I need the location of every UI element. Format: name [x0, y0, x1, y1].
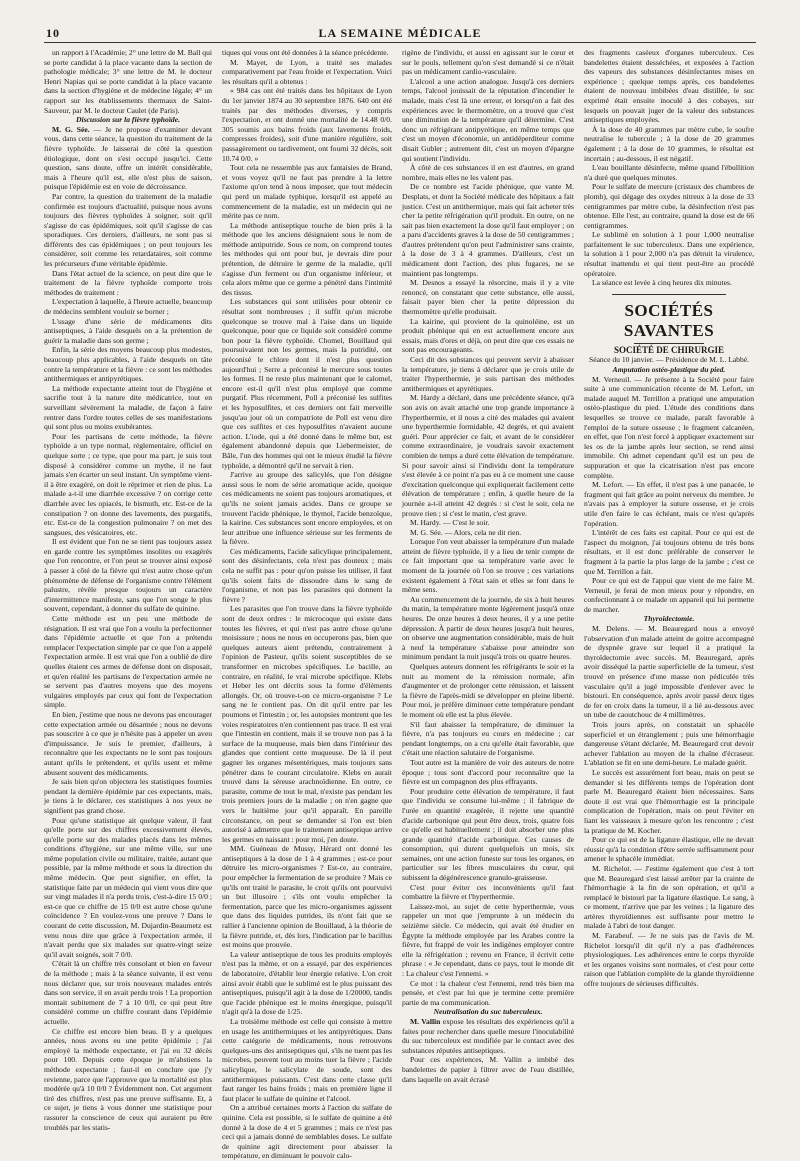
paragraph: Ces médicaments, l'acide salicylique principalement, sont des désinfectants, cela n'est pas douteux ; mais cela ne suffit pas : pour qu'on puisse les utiliser, il faut qu'ils soient faits de dissoudre dans le sang de l'organisme, et non pas les parasites qui donnent la fièvre ?	[222, 546, 392, 604]
paragraph: L'intérêt de ces faits est capital. Pour ce qui est de l'aspect du moignon, j'ai toujours obtenu de très bons résultats, et il est donc préférable de conserver le fragment à la partie la plus large de la jambe ; c'est ce que M. Terrillon a fait.	[584, 528, 754, 576]
column-2	[222, 48, 392, 1161]
paragraph: Trois jours après, on constatait un sphacèle superficiel et un étranglement ; puis une hémorrhagie dangereuse s'étant déclarée, M. Beauregard crut devoir achever l'ablation au moyen de la chaîne d'écraseur. L'ablation se fit en une demi-heure. Le malade guérit.	[584, 720, 754, 768]
paragraph: La méthode expectante atteint tout de l'hygiène et sacrifie tout à la nature dite médicatrice, tout en surveillant sévèrement la maladie, de façon à faire rentrer dans l'ordre toutes celles de ses manifestations qui sont plus ou moins exubérantes.	[44, 383, 212, 432]
paragraph: Il est évident que l'on ne se tient pas toujours assez en garde contre les symptômes insolites ou exagérés que l'on rencontre, et l'on peut se trouver ainsi exposé à passer à côté de la fièvre qui n'est autre chose qu'un phénomène de défense de l'organisme contre l'élément palustre, révèle presque toujours un caractère d'intermittence manifeste, sans que l'on songe le plus souvent, cependant, à donner du sulfate de quinine.	[44, 537, 212, 614]
paragraph: rigène de l'individu, et aussi en agissant sur le cœur et sur le pouls, tellement qu'on s'est demandé si ce n'était pas un médicament cardio-vasculaire.	[402, 48, 574, 77]
paragraph: des fragments caséeux d'organes tuberculeux. Ces bandelettes étaient desséchées, et exposées à l'action des vapeurs des substances désinfectantes mises en expérience ; quelque temps après, ces bandelettes étaient de nouveau imbibées d'eau distillée, le suc exprimé était ensuite inoculé à des cobayes, sur lesquels on pouvait juger de la valeur des substances antiseptiques employées.	[584, 48, 754, 125]
paragraph: La valeur antiseptique de tous les produits employés n'est pas la même, et on a essayé, par des expériences de laboratoire, d'établir leur énergie relative. L'on croit ainsi avoir établi que le sublimé est le plus puissant des antiseptiques, puisqu'il agit à la dose de 1/20000, tandis que l'acide phénique est le moins énergique, puisqu'il n'agit qu'à la dose de 1/25.	[222, 949, 392, 1017]
paragraph: M. Hardy a déclaré, dans une précédente séance, qu'à son avis on avait attaché une trop grande importance à l'hyperthermie, et il nous a cité des malades qui avaient une hyperthermie formidable, 42 degrés, et qui avaient guéri. Pour apprécier ce fait, et avant de le considérer comme extraordinaire, je voudrais savoir exactement combien de temps a duré cette élévation de température. Si pour savoir ainsi si l'individu dont la température s'est élevée à ce point n'a pas eu à ce moment une cause d'excitation quelconque qui expliquerait facilement cette élévation de température ; enfin, à quelle heure de la journée a-t-il atteint 42 degrés : si c'est le soir, cela ne prouve rien ; si c'est le matin, c'est grave.	[402, 393, 574, 518]
paragraph: La troisième méthode est celle qui consiste à mettre en usage les antithermiques et les antipyrétiques. Dans cette catégorie de médicaments, nous retrouvons quelques-uns des antiseptiques qui, s'ils ne tuent pas les microbes, peuvent tout au moins tuer la fièvre ; l'acide salicylique, le salicylate de soude, sont des antithermiques puissants. C'est dans cette classe qu'il faut ranger les bains froids ; mais en première ligne il faut placer le sulfate de quinine et l'alcool.	[222, 1016, 392, 1103]
paragraph: M. G. Sée. — Alors, cela ne dit rien.	[410, 527, 522, 537]
section-title: Discussion sur la fièvre typhoïde.	[76, 115, 180, 125]
paragraph: On a attribué certaines morts à l'action du sulfate de quinine. Cela est possible, si le sulfate de quinine a été donné à la dose de 4 et 5 grammes ; mais ce n'est pas ceci qui a jamais donné de semblables doses. Le sulfate de quinine agit directement pour abaisser la température, en diminuant le pouvoir calo-	[222, 1103, 392, 1161]
paragraph: À la dose de 40 grammes par mètre cube, le soufre neutralise le tubercule ; à la dose de 20 grammes également ; à la dose de 10 grammes, le résultat est incertain ; au-dessous, il est négatif.	[584, 124, 754, 163]
paragraph: MM. Guéneau de Mussy, Hérard ont donné les antiseptiques à la dose de 1 à 4 grammes ; est-ce pour détruire les micro-organismes ? Est-ce, au contraire, pour empêcher la fermentation de se produire ? Mais ce qu'ils ont traité le parasite, le croit qu'ils ont pourvuivi un but illusoire ; s'ils ont voulu empêcher la fermentation, parce que les micro-organismes agissent que dans des liquides putrides, ils n'ont fait que se rallier à l'ancienne opinion de Bouillaud, à la théorie de la fièvre putride, et, dès lors, l'indication par le bacillus est moins que prouvée.	[222, 844, 392, 950]
paragraph: Laissez-moi, au sujet de cette hyperthermie, vous rappeler un mot que j'emprunte à un médecin du seizième siècle. Ce médecin, qui avait été étudier en Égypte la méthode employée par les Arabes contre la fièvre, fut frappé de voir les indigènes employer contre elle la réfrigération ; revenu en France, il écrivit cette phrase : « Je cependant, dans ce pays, tout le monde dit : La chaleur c'est l'ennemi. »	[402, 901, 574, 978]
section-title: Neutralisation du suc tuberculeux.	[433, 1007, 543, 1017]
paragraph: Ceci dit des substances qui peuvent servir à abaisser la température, je tiens à déclarer que je crois utile de traiter l'hyperthermie, je suis partisan des méthodes antithermiques et apyrétiques.	[402, 355, 574, 393]
paragraph: Pour les partisans de cette méthode, la fièvre typhoïde a un type normal, réglementaire, officiel en quelque sorte ; ce type, que pour ma part, je suis tout disposé à considérer comme un mythe, il ne faut jamais s'en écarter un seul instant. Un symptôme vient-il à être exagéré, on doit le réprimer et rien de plus. La malade a-t-il une diarrhée excessive ? on corrige cette diarrhée avec les opiacés, le bismuth, etc. Est-ce de la constipation ? on donne des lavements, des purgatifs, etc. Est-ce de la congestion pulmonaire ? on met des sangsues, des vésicatoires, etc.	[44, 431, 212, 537]
paragraph: L'expectation à laquelle, à l'heure actuelle, beaucoup de médecins semblent vouloir se borner ;	[44, 297, 213, 317]
paragraph: S'il faut abaisser la température, de diminuer la fièvre, n'a pas toujours eu cours en médecine ; car pendant longtemps, on a cru qu'elle était favorable, que c'était une réaction salutaire de l'organisme.	[402, 719, 574, 758]
paragraph: J'arrive au groupe des salicylés, que l'on désigne aussi sous le nom de série aromatique acide, quoique ces médicaments ne soient pas toujours aromatiques, et qu'ils ne soient jamais acides. Dans ce groupe se trouvent l'acide phénique, le thymol, l'acide benzoïque, la kairine. Ces substances sont encore employées, et on leur attribue une influence sérieuse sur les ferments de la fièvre.	[222, 470, 392, 547]
paragraph: Pour ce qui est de l'appui que vient de me faire M. Verneuil, je ferai de mon mieux pour y répondre, en confectionnant à ce malade un appareil qui lui permette de marcher.	[584, 576, 754, 614]
paragraph: M. Desnos a essayé la résorcine, mais il y a vite renoncé, on constatant que cette substance, elle aussi, faisait payer bien cher la petite dépression du thermomètre qu'elle produisait.	[402, 278, 574, 317]
paragraph: Les parasites que l'on trouve dans la fièvre typhoïde sont de deux ordres : le microcoque qui existe dans toutes les fièvres, et qui n'est pas autre chose qu'une moisissure ; nous ne nous en occuperons pas, bien que quelques auteurs aient prétendu, contrairement à l'opinion de Pasteur, qu'ils soient susceptibles de se transformer en microbes spécifiques. Le bacille, au contraire, en réalité, le vrai microbe spécifique. Klebs et Heber les ont décrits sous la forme d'éléments allongés. Or, où trouve-t-on ce micro-organisme ? Le sang ne le contient pas. On dit qu'il entre par les poumons et l'intestin ; or, les autopsies montrent que les voies respiratoires n'en contiennent pas trace. Il est vrai que l'intestin en contient, mais il se trouve non pas à la surface de la muqueuse, mais bien dans l'intérieur des glandes que contient cette muqueuse. De là il peut gagner les organes mésentériques, mais toujours sans pénétrer dans le courant circulatoire. Klebs en aurait trouvé dans la séreuse arachnoïdienne. En outre, ce parasite, comme de tout le mal, n'existe pas pendant les trois premiers jours de la maladie ; on n'en gagne que vers le huitième jour qu'il apparaît. En pareille circonstance, on peut se demander si l'on est bien autorisé à admettre que le traitement antiseptique arrive les germes en naissant : pour moi, j'en doute.	[222, 604, 392, 844]
societes-savantes-title: SOCIÉTÉS SAVANTES	[623, 300, 715, 340]
paragraph: M. Verneuil. — Je présente à la Société pour faire suite à une communication récente de M. Lefort, un malade auquel M. Terrillon a pratiqué une amputation ostéo-plastique du pied. L'étude des conditions dans lesquelles se trouve ce malade, paraît favorable à l'emploi de la suture osseuse ; le fragment calcanéen, en effet, que l'on n'est forcé à appliquer exactement sur les os de la jambe après leur section, se rend ainsi immobile. On admet cependant qu'il est un peu de suppuration et que la cicatrisation n'est pas encore complète.	[584, 374, 754, 480]
column-1	[44, 48, 213, 1132]
paragraph: Pour produire cette élévation de température, il faut que l'individu se consume lui-même ; il fabrique de l'urée en quantité exagérée, il rejette une quantité d'acide carbonique qui peut être deux, trois, quatre fois ce qu'elle est habituellement ; il doit absorber une plus grande quantité d'acide carbonique. Ces causes de consomption, qui durent quelquefois un mois, six semaines, ont une action funeste sur tous les organes, en particulier sur les fibres musculaires du cœur, qui subissent la dégénérescence granulo-graisseuse.	[402, 786, 574, 883]
paragraph: Quelques auteurs donnent les réfrigérants le soir et la nuit au moment de la rémission normale, afin d'augmenter et de prolonger cette rémission, et laissent la fièvre de l'après-midi se développer en pleine liberté. Pour moi, je préfère diminuer cette température pendant le moment où elle est la plus élevée.	[402, 662, 574, 719]
paragraph: Le sublimé en solution à 1 pour 1,000 neutralise parfaitement le suc tuberculeux. Dans une expérience, la solution à 1 pour 2,000 n'a pas détruit la virulence, résultat inattendu et qui tient peut-être au procédé opératoire.	[584, 230, 754, 278]
paragraph: Cette méthode est un peu une méthode de résignation. Il est vrai que l'on a voulu la perfectionner dans l'épidémie actuelle et que l'on a prétendu remplacer l'expectation simple par ce que l'on a appelé l'expectation armée. Il est vrai que l'on a oublié de dire quelles étaient ces armes de défense dont on disposait, et qu'en réalité les partisans de l'expectation armée ne se servent pas d'autres moyens que des moyens vulgaires employés par ceux qui font de l'expectation simple.	[44, 614, 212, 710]
paragraph: Lorsque l'on veut abaisser la température d'un malade atteint de fièvre typhoïde, il y a lieu de tenir compte de ce fait important que sa température varie avec le moment de la journée où l'on se trouve ; ces variations existent également à l'état sain et elles se font dans le même sens.	[402, 537, 574, 595]
column-3	[402, 48, 574, 1088]
paragraph: M. Lefort. — En effet, il n'est pas à une panacée, le fragment qui fait grâce au point nerveux du membre. Je n'avais pas à employer la suture osseuse, et je crois utile d'en faire le cas échéant, mais ce n'est qu'après l'opération.	[584, 480, 754, 528]
paragraph: De ce nombre est l'acide phénique, que vante M. Desplats, et dont la Société médicale des hôpitaux a fait justice. C'est un antithermique, mais qui fait acheter très cher la petite réfrigération qu'il produit. En outre, on ne sait pas bien exactement la dose qu'il faut employer ; on a paru d'accidents graves à la dose de 50 centigrammes ; d'autres prétendent qu'on peut l'administrer sans crainte, à la dose de 3 à 4 grammes. D'ailleurs, c'est un médicament dont l'action, des plus fugaces, ne se maintient pas longtemps.	[402, 182, 574, 278]
paragraph: Pour qu'une statistique ait quelque valeur, il faut qu'elle porte sur des chiffres excessivement élevés, qu'elle porte sur des malades placés dans les mêmes conditions d'hygiène, sur une même ville, sur une même population civile ou militaire, traitée, autant que possible, par la même méthode et sous la direction du même médecin. Que peut signifier, en effet, la statistique faite par un médecin qui vient vous dire que sur vingt malades il n'a perdu trois, c'est-à-dire 15 0/0 ; est-ce que ce chiffre de 15 0/0 est autre chose qu'une coïncidence ? En voulez-vous une preuve ? Dans le courant de cette discussion, M. Dujardin-Beaumetz est venu nous dire que grâce à l'expectation armée, il n'avait perdu que six malades sur quatre-vingt seize qu'il avait soignés, soit 7 0/0.	[44, 815, 212, 959]
divider	[634, 343, 704, 344]
paragraph: M. G. Sée. — Je ne propose d'examiner devant vous, dans cette séance, la question du traitement de la fièvre typhoïde. Je laisserai de côté la question étiologique, dont on s'est occupé jusqu'ici. Cette question, sans doute, offre un intérêt considérable, mais à l'heure qu'il est, elle n'est plus de saison, puisque l'épidémie est en voie de décroissance.	[44, 124, 213, 192]
paragraph: La séance est levée à cinq heures dix minutes.	[592, 278, 732, 288]
paragraph: M. Vallin expose les résultats des expériences qu'il a faites pour rechercher dans quelle mesure l'inoculabilité du suc tuberculeux est modifiée par le contact avec des substances réputées antiseptiques.	[402, 1016, 574, 1055]
paragraph: M. Mayet, de Lyon, a traité ses malades comparativement par l'eau froide et l'expectation. Voici les résultats qu'il a obtenus :	[222, 57, 392, 86]
page-header	[44, 26, 756, 43]
paragraph: Tout autre est la manière de voir des auteurs de notre époque ; tous sont d'accord pour reconnaître que la fièvre est un compagnon des plus effrayants.	[402, 757, 574, 787]
column-4	[584, 48, 754, 1088]
paragraph: M. Farabeuf. — Je ne suis pas de l'avis de M. Richelot lorsqu'il dit qu'il n'y a pas d'adhérences physiologiques. Les adhérences entre le corps thyroïde et les organes voisins sont normales, et c'est pour cette raison que l'ablation complète de la glande thyroïdienne offre toujours de sérieuses difficultés.	[584, 931, 754, 989]
paragraph: Je sais bien qu'on objectera les statistiques fournies pendant la dernière épidémie par ces expectants, mais, je tiens à le déclarer, ces statistiques à nos yeux ne signifient pas grand chose.	[44, 777, 212, 815]
paragraph: C'était là un chiffre très consolant et bien en faveur de la méthode ; mais à la séance suivante, il est venu nous déclarer que, sur trois nouveaux malades entrés dans son service, il en avait perdu trois ! La proportion montait subitement de 7 à 10 0/0, ce qui peut être considéré comme un chiffre courant dans l'épidémie actuelle.	[44, 959, 212, 1026]
paragraph: Ce chiffre est encore bien beau. Il y a quelques années, nous avons eu une petite épidémie ; j'ai employé la méthode expectante, et j'ai eu 32 décès pour 100. Depuis cette époque je m'abstiens la méthode expectante ; faut-il en conclure que j'y revienne, parce que l'approuve que la mortalité est plus modérée qu'à 10 0/0 ? Évidemment non. Cet argument tiré des chiffres, n'est pas une preuve suffisante. Et, à ce sujet, je tiens à vous donner une statistique pour rassurer la conscience de ceux qui auraient pu être troublés par les statis-	[44, 1026, 212, 1132]
intro-paragraph: un rapport à l'Académie; 2° une lettre de M. Ball qui se porte candidat à la place vacante dans la section de pathologie médicale; 3° une lettre de M. le docteur Henri Napias qui se porte candidat à la place vacante dans la section d'hygiène et de médecine légale; 4° un rapport sur les établissements thermaux de Saint-Sauveur, par M. le docteur Caulet (de Paris).	[44, 48, 212, 115]
section-title: Amputation ostéo-plastique du pied.	[612, 365, 726, 375]
paragraph: Dans l'état actuel de la science, on peut dire que le traitement de la fièvre typhoïde comporte trois méthodes de traitement :	[44, 268, 212, 297]
paragraph: Pour le sulfate de mercure (cristaux des chambres de plomb), qui dégage des oxydes nitreux à la dose de 33 centigrammes par mètre cube, la désinfection n'est pas obtenue. Elle l'est, au contraire, quand la dose est de 66 centigrammes.	[584, 182, 754, 230]
paragraph: Le succès est assurément fort beau, mais on peut se demander si les différents temps de l'opération dont parle M. Beauregard étaient bien nécessaires. Sans doute il est vrai que l'hémorrhagie est la principale complication de l'opération, mais on peut l'éviter en liant les vaisseaux à mesure qu'on les rencontre ; c'est la pratique de M. Kocher.	[584, 767, 754, 835]
society-name: SOCIÉTÉ DE CHIRURGIE	[613, 344, 725, 355]
paragraph: Pour ces expériences, M. Vallin a imbibé des bandelettes de papier à filtrer avec de l'eau distillée, dans laquelle on avait écrasé	[402, 1055, 574, 1084]
divider	[612, 294, 726, 295]
paragraph: L'alcool a une action analogue. Jusqu'à ces derniers temps, l'alcool jouissait de la réputation d'incendier le malade, mais c'est là une erreur, et lorsqu'on a fait des expériences avec le thermomètre, on a trouvé que c'est une diminution de la température qu'il détermine. C'est donc un réfrigérant antipyrétique, en même temps que c'est un moyen d'économie, un antidéperditeur comme disait Gubler ; autrement dit, c'est un moyen d'épargne qui soutient l'individu.	[402, 76, 574, 163]
paragraph: M. Delens. — M. Beauregard nous a envoyé l'observation d'un malade atteint de goitre accompagné de dyspnée grave sur lequel il a pratiqué la thyroïdectomie avec succès. M. Beauregard, après avoir disséqué la partie superficielle de la tumeur, s'est trouvé en présence d'une masse non pédiculée très vasculaire qu'il a jugé impossible d'enlever avec le bistouri. En conséquence, après avoir passé deux tiges de fer en croix dans la tumeur, il a lié au-dessous avec un tube de caoutchouc de 4 millimètres.	[584, 624, 754, 720]
paragraph: Par contre, la question du traitement de la maladie confirmée est toujours d'actualité, puisque nous avons toujours des fièvres typhoïdes à soigner, soit qu'il s'agisse de cas épidémiques, soit qu'il s'agisse de cas sporadiques. Ces derniers, d'ailleurs, ne sont pas si différents des cas épidémiques ; on peut toujours les considérer, soit comme les retardataires, soit comme les précurseurs d'une véritable épidémie.	[44, 191, 212, 269]
seance-line: Séance du 10 janvier. — Présidence de M. L. Labbé.	[588, 355, 750, 365]
paragraph: La méthode antiseptique touche de bien près à la méthode que les anciens désignaient sous le nom de méthode antiputride. Sous ce nom, on comprend toutes les méthodes qui ont pour but, je devrais dire pour prétention, de détruire le germe de la maladie, qu'il s'agisse d'un ferment ou d'un organisme inférieur, et cela alors même que ce germe a pénétré dans l'intimité des tissus.	[222, 220, 392, 297]
paragraph: L'eau bouillante désinfecte, même quand l'ébullition n'a duré que quelques minutes.	[584, 163, 754, 182]
paragraph: tiques qui vous ont été données à la séance précédente.	[222, 48, 389, 57]
section-title: Thyroïdectomie.	[643, 614, 695, 624]
paragraph: M. Richelot. — J'estime également que c'est à tort que M. Beauregard s'est laissé arrêter par la crainte de l'hémorrhagie à la fin de son opération, et qu'il a remplacé le bistouri par la ligature élastique. Le sang, à ce moment, n'arrive que par les veines ; la ligature des artères thyroïdiennes est suffisante pour mettre le malade à l'abri de tout danger.	[584, 863, 754, 931]
paragraph: « 984 cas ont été traités dans les hôpitaux de Lyon du 1er janvier 1874 au 30 septembre 1876. 640 ont été traités par des méthodes diverses, y compris l'expectation, et ont donné une mortalité de 14.48 0/0. 305 soumis aux bains froids (aux lavements froids, compresses froides), soit d'une manière régulière, soit passagèrement ou tardivement, ont fourni 32 décès, soit 10.74 0/0. »	[222, 86, 392, 163]
page-number: 10	[46, 26, 60, 40]
speaker-name: M. Vallin	[410, 1016, 441, 1026]
journal-title: LA SEMAINE MÉDICALE	[318, 26, 482, 40]
paragraph: À côté de ces substances il en est d'autres, en grand nombre, mais elles ne les valent pas.	[402, 163, 574, 182]
paragraph: La kairine, qui provient de la quinoléine, est un produit phénique qui en est actuellement encore aux essais, mais d'ores et déjà, on peut dire que ces essais ne sont pas encourageants.	[402, 316, 574, 355]
paragraph: L'usage d'une série de médicaments dits antiseptiques, à l'aide desquels on a la prétention de guérir la maladie dans son germe ;	[44, 316, 212, 345]
speaker-name: M. G. Sée.	[52, 124, 90, 134]
paragraph: Ce mot : la chaleur c'est l'ennemi, rend très bien ma pensée, et c'est par lui que je termine cette première partie de ma communication.	[402, 978, 574, 1007]
paragraph: Enfin, la série des moyens beaucoup plus modestes, beaucoup plus applicables, à l'aide desquels on tâte contre la température et la fièvre : ce sont les méthodes antithermiques et antipyrétiques.	[44, 345, 212, 384]
paragraph: Au commencement de la journée, de six à huit heures du matin, la température monte légèrement jusqu'à onze heures. De onze heures à deux heures, il y a une petite dépression. À partir de deux heures jusqu'à huit heures, on observe une augmentation considérable, mais de huit à neuf la température s'abaisse pour atteindre son minimum pendant la nuit jusqu'à trois ou quatre heures.	[402, 594, 574, 662]
paragraph: En bien, j'estime que nous ne devons pas encourager cette expectation armée ou désarmée ; nous ne devons pas souscrire à ce que je n'hésite pas à appeler un aveu d'impuissance. Je suis le premier, d'ailleurs, à reconnaître que les expectants ne le sont pas toujours autant qu'ils le prétendent, et qu'ils usent et même abusent souvent des médicaments.	[44, 709, 212, 777]
paragraph: M. Hardy. — C'est le soir.	[410, 518, 490, 528]
paragraph: C'est pour éviter ces inconvénients qu'il faut combattre la fièvre et l'hyperthermie.	[402, 882, 574, 902]
paragraph: Tout cela ne ressemble pas aux fantaisies de Brand, et vous voyez qu'il ne faut pas prendre à la lettre l'axiome qu'on tend à nous imposer, que tout médecin qui perd un malade typhique, lorsqu'il est appelé au commencement de la maladie, est un médecin qui ne mérite pas ce nom.	[222, 163, 392, 221]
paragraph: Les substances qui sont utilisées pour obtenir ce résultat sont nombreuses ; il suffit qu'un microbe quelconque se trouve mal à l'aise dans un liquide quelconque, pour que ce liquide soit considéré comme bon pour la fièvre typhoïde. Chomel, Bouillaud qui poursuivaient non les germes, mais la putridité, ont préconisé le chlore dont il n'est plus question aujourd'hui ; Serre a préconisé le mercure sous toutes les formes. Il ne reste plus maintenant que le calomel, encore est-il qu'il n'est plus employé que comme purgatif. Plus récemment, Poll a préconisé les sulfites et les hyposulfites, et ces derniers ont fait merveille jusqu'au jour où un compatriote de Poll est venu dire que ces sulfites et ces hyposulfites n'avaient aucune action. L'iode, qui a été donné dans le même but, est également abandonné depuis que Liebermeister, de Bâle, l'un des hommes qui ont le mieux étudié la fièvre typhoïde, a démontré qu'il ne servait à rien.	[222, 297, 392, 470]
paragraph: Pour ce qui est de la ligature élastique, elle ne devait réussir qu'à la condition d'être serrée suffisamment pour amener le sphacèle immédiat.	[584, 835, 754, 864]
